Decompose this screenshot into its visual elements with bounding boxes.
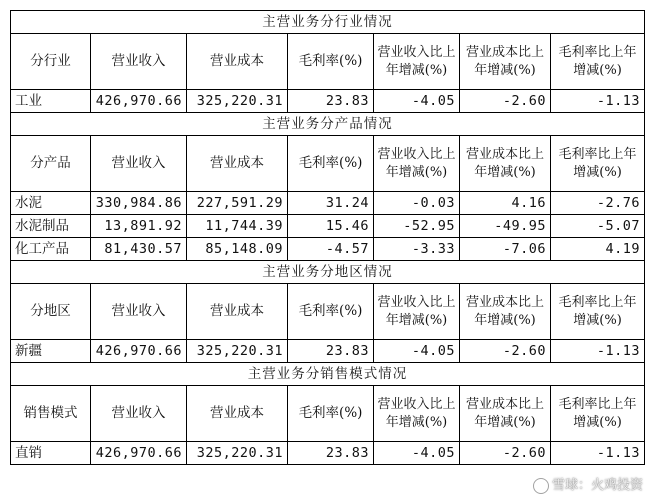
col-header-margin-change: 毛利率比上年增减(%) — [551, 34, 645, 90]
col-header-segment: 分地区 — [11, 284, 91, 340]
section-title-region: 主营业务分地区情况 — [11, 261, 645, 284]
cell-revenue-change: -52.95 — [374, 215, 460, 238]
section-title-industry: 主营业务分行业情况 — [11, 11, 645, 34]
table-row — [11, 238, 645, 261]
col-header-gross-margin: 毛利率(%) — [288, 284, 374, 340]
col-header-cost-change: 营业成本比上年增减(%) — [460, 34, 551, 90]
cell-margin-change: -1.13 — [551, 90, 645, 113]
col-header-segment: 分产品 — [11, 136, 91, 192]
col-header-revenue: 营业收入 — [91, 386, 187, 442]
row-label: 水泥制品 — [11, 215, 91, 238]
cell-revenue-change: -3.33 — [374, 238, 460, 261]
watermark — [533, 474, 643, 494]
table-row — [11, 340, 645, 363]
cell-margin: 23.83 — [288, 442, 374, 465]
table-row — [11, 215, 645, 238]
cell-cost-change: -2.60 — [460, 340, 551, 363]
col-header-margin-change: 毛利率比上年增减(%) — [551, 386, 645, 442]
watermark-text: 雪球：火鸡投资 — [551, 477, 643, 493]
col-header-cost: 营业成本 — [187, 34, 288, 90]
cell-margin-change: -5.07 — [551, 215, 645, 238]
col-header-segment: 销售模式 — [11, 386, 91, 442]
cell-cost-change: -7.06 — [460, 238, 551, 261]
cell-margin-change: -1.13 — [551, 340, 645, 363]
col-header-margin-change: 毛利率比上年增减(%) — [551, 284, 645, 340]
cell-revenue-change: -4.05 — [374, 90, 460, 113]
row-label: 化工产品 — [11, 238, 91, 261]
cell-revenue: 426,970.66 — [91, 340, 187, 363]
cell-margin-change: -2.76 — [551, 192, 645, 215]
cell-margin: 23.83 — [288, 340, 374, 363]
cell-margin: 31.24 — [288, 192, 374, 215]
cell-margin-change: -1.13 — [551, 442, 645, 465]
cell-revenue: 13,891.92 — [91, 215, 187, 238]
cell-revenue: 426,970.66 — [91, 90, 187, 113]
row-label: 工业 — [11, 90, 91, 113]
cell-revenue-change: -4.05 — [374, 442, 460, 465]
col-header-revenue: 营业收入 — [91, 136, 187, 192]
col-header-revenue-change: 营业收入比上年增减(%) — [374, 136, 460, 192]
cell-margin: 23.83 — [288, 90, 374, 113]
section-title-sales-mode: 主营业务分销售模式情况 — [11, 363, 645, 386]
cell-margin-change: 4.19 — [551, 238, 645, 261]
col-header-gross-margin: 毛利率(%) — [288, 136, 374, 192]
cell-revenue-change: -4.05 — [374, 340, 460, 363]
cell-cost: 325,220.31 — [187, 442, 288, 465]
table-row — [11, 90, 645, 113]
cell-cost: 325,220.31 — [187, 90, 288, 113]
col-header-revenue-change: 营业收入比上年增减(%) — [374, 34, 460, 90]
col-header-revenue: 营业收入 — [91, 284, 187, 340]
cell-revenue: 330,984.86 — [91, 192, 187, 215]
col-header-revenue: 营业收入 — [91, 34, 187, 90]
cell-cost: 227,591.29 — [187, 192, 288, 215]
table-row — [11, 192, 645, 215]
col-header-cost: 营业成本 — [187, 136, 288, 192]
row-label: 水泥 — [11, 192, 91, 215]
table-row — [11, 442, 645, 465]
row-label: 新疆 — [11, 340, 91, 363]
col-header-revenue-change: 营业收入比上年增减(%) — [374, 284, 460, 340]
row-label: 直销 — [11, 442, 91, 465]
col-header-cost-change: 营业成本比上年增减(%) — [460, 386, 551, 442]
snowball-logo-icon — [533, 478, 549, 494]
col-header-segment: 分行业 — [11, 34, 91, 90]
section-title-product: 主营业务分产品情况 — [11, 113, 645, 136]
col-header-gross-margin: 毛利率(%) — [288, 34, 374, 90]
cell-cost-change: 4.16 — [460, 192, 551, 215]
col-header-cost: 营业成本 — [187, 284, 288, 340]
cell-cost: 85,148.09 — [187, 238, 288, 261]
col-header-revenue-change: 营业收入比上年增减(%) — [374, 386, 460, 442]
cell-cost: 11,744.39 — [187, 215, 288, 238]
col-header-cost-change: 营业成本比上年增减(%) — [460, 284, 551, 340]
col-header-gross-margin: 毛利率(%) — [288, 386, 374, 442]
cell-revenue-change: -0.03 — [374, 192, 460, 215]
col-header-margin-change: 毛利率比上年增减(%) — [551, 136, 645, 192]
col-header-cost: 营业成本 — [187, 386, 288, 442]
main-business-table — [10, 10, 645, 465]
cell-revenue: 81,430.57 — [91, 238, 187, 261]
cell-cost-change: -49.95 — [460, 215, 551, 238]
cell-cost: 325,220.31 — [187, 340, 288, 363]
cell-revenue: 426,970.66 — [91, 442, 187, 465]
cell-margin: 15.46 — [288, 215, 374, 238]
cell-cost-change: -2.60 — [460, 442, 551, 465]
col-header-cost-change: 营业成本比上年增减(%) — [460, 136, 551, 192]
cell-cost-change: -2.60 — [460, 90, 551, 113]
cell-margin: -4.57 — [288, 238, 374, 261]
